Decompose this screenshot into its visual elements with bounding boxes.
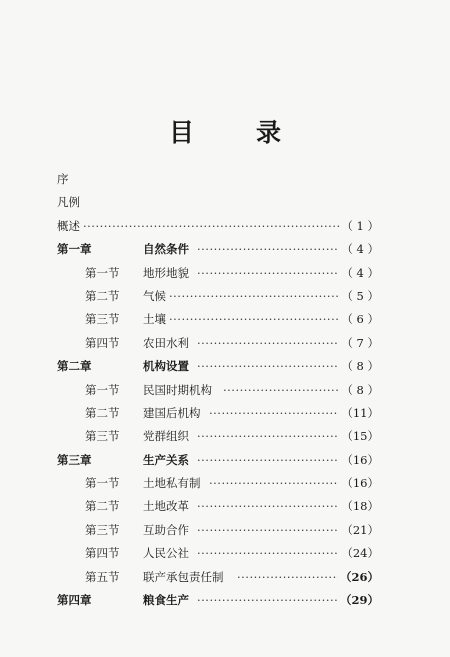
toc-entry-label: 概述 [57, 218, 80, 233]
toc-entry-title: 机构设置 [143, 359, 189, 374]
toc-entry [57, 542, 379, 565]
toc-entry-title: 农田水利 [143, 335, 189, 350]
toc-entry-title: 互助合作 [143, 522, 189, 537]
toc-entry [57, 589, 379, 612]
toc-entry-page: （16） [339, 449, 379, 472]
toc-entry-label: 第一章 [57, 242, 92, 257]
toc-entry [57, 566, 379, 589]
toc-entry-page: （ 8 ） [339, 355, 379, 378]
toc-entry-label: 第二章 [57, 359, 92, 374]
toc-entry [57, 495, 379, 518]
toc-entry-title: 人民公社 [143, 546, 189, 561]
toc-entry-title: 民国时期机构 [143, 382, 212, 397]
toc-entry-label: 第五节 [85, 569, 120, 584]
toc-entry-title: 粮食生产 [143, 593, 189, 608]
page-title [0, 113, 450, 149]
toc-entry [57, 262, 379, 285]
dot-leader [197, 355, 341, 378]
toc-entry [57, 402, 379, 425]
toc-entry-page: （18） [339, 495, 379, 518]
dot-leader [83, 215, 341, 238]
dot-leader [197, 238, 341, 261]
toc-entry-label: 第四章 [57, 593, 92, 608]
toc-entry [57, 168, 379, 191]
toc-entry-page: （ 5 ） [339, 285, 379, 308]
toc-entry-page: （ 7 ） [339, 332, 379, 355]
toc-entry-title: 土地私有制 [143, 476, 201, 491]
toc-entry-page: （ 4 ） [339, 238, 379, 261]
toc-entry-page: （11） [339, 402, 379, 425]
toc-entry [57, 308, 379, 331]
toc-entry-page: （26） [338, 566, 379, 589]
toc-entry [57, 238, 379, 261]
toc-entry-page: （15） [339, 425, 379, 448]
dot-leader [197, 262, 341, 285]
toc-entry-label: 第一节 [85, 476, 120, 491]
toc-entry-page: （ 6 ） [339, 308, 379, 331]
toc-entry-label: 第三节 [85, 312, 120, 327]
title-char-2: 录 [256, 118, 282, 147]
toc-entry-page: （ 8 ） [339, 379, 379, 402]
toc-entry-title: 气候 [143, 288, 166, 303]
toc-entry-title: 联产承包责任制 [143, 569, 224, 584]
dot-leader [197, 519, 341, 542]
toc-entry-page: （21） [339, 519, 379, 542]
title-char-1: 目 [168, 118, 194, 147]
toc-entry-title: 土地改革 [143, 499, 189, 514]
toc-entry-title: 建国后机构 [143, 405, 201, 420]
toc-entry [57, 519, 379, 542]
dot-leader [169, 308, 341, 331]
toc-entry [57, 379, 379, 402]
toc-entry-label: 第三章 [57, 452, 92, 467]
toc-entry-title: 自然条件 [143, 242, 189, 257]
dot-leader [169, 285, 341, 308]
dot-leader [237, 566, 341, 589]
dot-leader [209, 472, 341, 495]
dot-leader [197, 449, 341, 472]
toc-entry [57, 191, 379, 214]
toc-entry [57, 425, 379, 448]
toc-entry-page: （24） [339, 542, 379, 565]
toc-entry-label: 第四节 [85, 335, 120, 350]
toc-entry-label: 第二节 [85, 499, 120, 514]
dot-leader [197, 542, 341, 565]
table-of-contents [57, 168, 379, 612]
toc-entry-label: 第四节 [85, 546, 120, 561]
dot-leader [209, 402, 341, 425]
toc-entry-label: 凡例 [57, 195, 80, 210]
toc-entry-title: 党群组织 [143, 429, 189, 444]
toc-entry-label: 第二节 [85, 288, 120, 303]
toc-entry-page: （16） [339, 472, 379, 495]
toc-entry-label: 序 [57, 172, 69, 186]
dot-leader [197, 332, 341, 355]
toc-entry-label: 第三节 [85, 429, 120, 444]
toc-entry [57, 449, 379, 472]
toc-entry [57, 285, 379, 308]
toc-entry-page: （29） [338, 589, 379, 612]
toc-entry [57, 215, 379, 238]
toc-entry [57, 472, 379, 495]
toc-entry [57, 332, 379, 355]
dot-leader [197, 425, 341, 448]
dot-leader [197, 495, 341, 518]
toc-entry-label: 第一节 [85, 265, 120, 280]
dot-leader [197, 589, 341, 612]
toc-entry-title: 生产关系 [143, 452, 189, 467]
toc-entry-title: 土壤 [143, 312, 166, 327]
toc-entry-page: （ 1 ） [339, 215, 379, 238]
toc-entry-label: 第一节 [85, 382, 120, 397]
toc-entry-label: 第三节 [85, 522, 120, 537]
toc-entry-title: 地形地貌 [143, 265, 189, 280]
toc-entry [57, 355, 379, 378]
toc-entry-page: （ 4 ） [339, 262, 379, 285]
toc-entry-label: 第二节 [85, 405, 120, 420]
dot-leader [223, 379, 341, 402]
